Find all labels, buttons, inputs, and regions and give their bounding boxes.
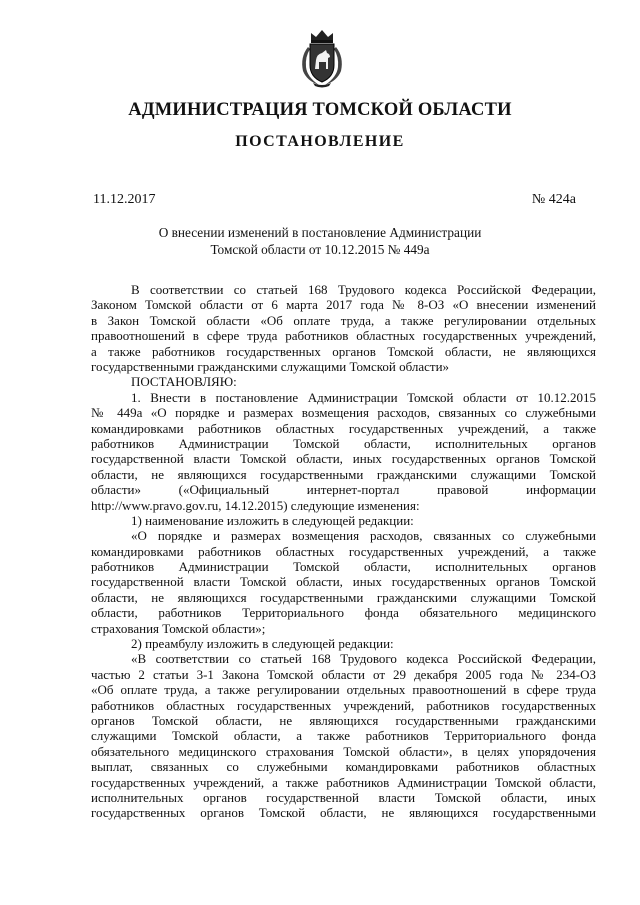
document-type-heading: ПОСТАНОВЛЕНИЕ [235,133,405,150]
body-line: государственными гражданскими служащими Томской области» [91,358,450,374]
body-line: области, работников Территориального фонда обязательного медицинского [91,605,596,621]
body-line: государственной власти Томской области, иных государственных органов Томской [91,451,596,467]
body-line: работников Администрации Томской области, исполнительных органов [91,435,596,451]
body-line: частью 2 статьи 3-1 Закона Томской области от 29 декабря 2005 года № 234-ОЗ [91,666,596,682]
body-line: а также работников государственных органов Томской области, не являющихся [91,343,596,359]
body-line: государственных органов Томской области, не являющихся государственными [91,805,596,821]
body-line: органов Томской области, не являющихся государственными гражданскими [91,713,596,729]
body-line: обязательного медицинского страхования Томской области», в целях упорядочения [91,743,596,759]
body-line: работников Администрации Томской области, исполнительных органов [91,559,596,575]
body-line: 1. Внести в постановление Администрации Томской области от 10.12.2015 [131,389,596,405]
body-line: 2) преамбулу изложить в следующей редакции: [131,636,394,652]
body-line: 1) наименование изложить в следующей редакции: [131,512,414,528]
body-line: в Закон Томской области «Об оплате труда, а также регулировании отдельных [91,312,596,328]
document-number: № 424а [531,192,576,207]
body-line: «В соответствии со статьей 168 Трудового кодекса Российской Федерации, [131,651,596,667]
decision-word: ПОСТАНОВЛЯЮ: [131,374,237,390]
body-line: области, не являющихся государственными гражданскими служащими Томской [91,589,596,605]
document-body [91,282,596,821]
body-line: «О порядке и размерах возмещения расходов, связанных со служебными [131,528,596,544]
body-line: № 449а «О порядке и размерах возмещения расходов, связанных со служебными [91,405,596,421]
body-line: государственных учреждений, а также работников Администрации Томской области, [91,774,596,790]
body-line: «Об оплате труда, а также регулировании отдельных правоотношений в сфере труда [91,682,596,698]
document-subject [0,225,640,258]
body-line: служащими Томской области, а также работников Территориального фонда [91,728,596,744]
tomsk-coat-of-arms-icon [297,27,347,89]
body-line: области» («Официальный интернет-портал правовой информации [91,482,596,498]
subject-line: О внесении изменений в постановление Администрации [158,225,482,240]
body-line: http://www.pravo.gov.ru, 14.12.2015) следующие изменения: [91,497,420,513]
body-line: области, не являющихся государственными гражданскими служащими Томской [91,466,596,482]
body-line: государственной власти Томской области, иных государственных органов Томской [91,574,596,590]
body-line: страхования Томской области»; [91,620,266,636]
subject-line: Томской области от 10.12.2015 № 449а [210,241,430,257]
body-line: выплат, связанных со служебными командировками работников областных [91,759,596,775]
body-line: командировками работников областных государственных учреждений, а также [91,543,596,559]
body-line: командировками работников областных государственных учреждений, а также [91,420,596,436]
body-line: работников областных государственных учреждений, работников государственных [91,697,596,713]
organization-title: АДМИНИСТРАЦИЯ ТОМСКОЙ ОБЛАСТИ [128,100,512,120]
document-date: 11.12.2017 [93,192,156,207]
body-line: Законом Томской области от 6 марта 2017 года № 8-ОЗ «О внесении изменений [91,297,596,313]
body-line: правоотношений в сфере труда работников областных государственных учреждений, [91,328,596,344]
body-line: В соответствии со статьей 168 Трудового кодекса Российской Федерации, [131,282,596,297]
body-line: исполнительных органов государственной власти Томской области, иных [91,789,596,805]
